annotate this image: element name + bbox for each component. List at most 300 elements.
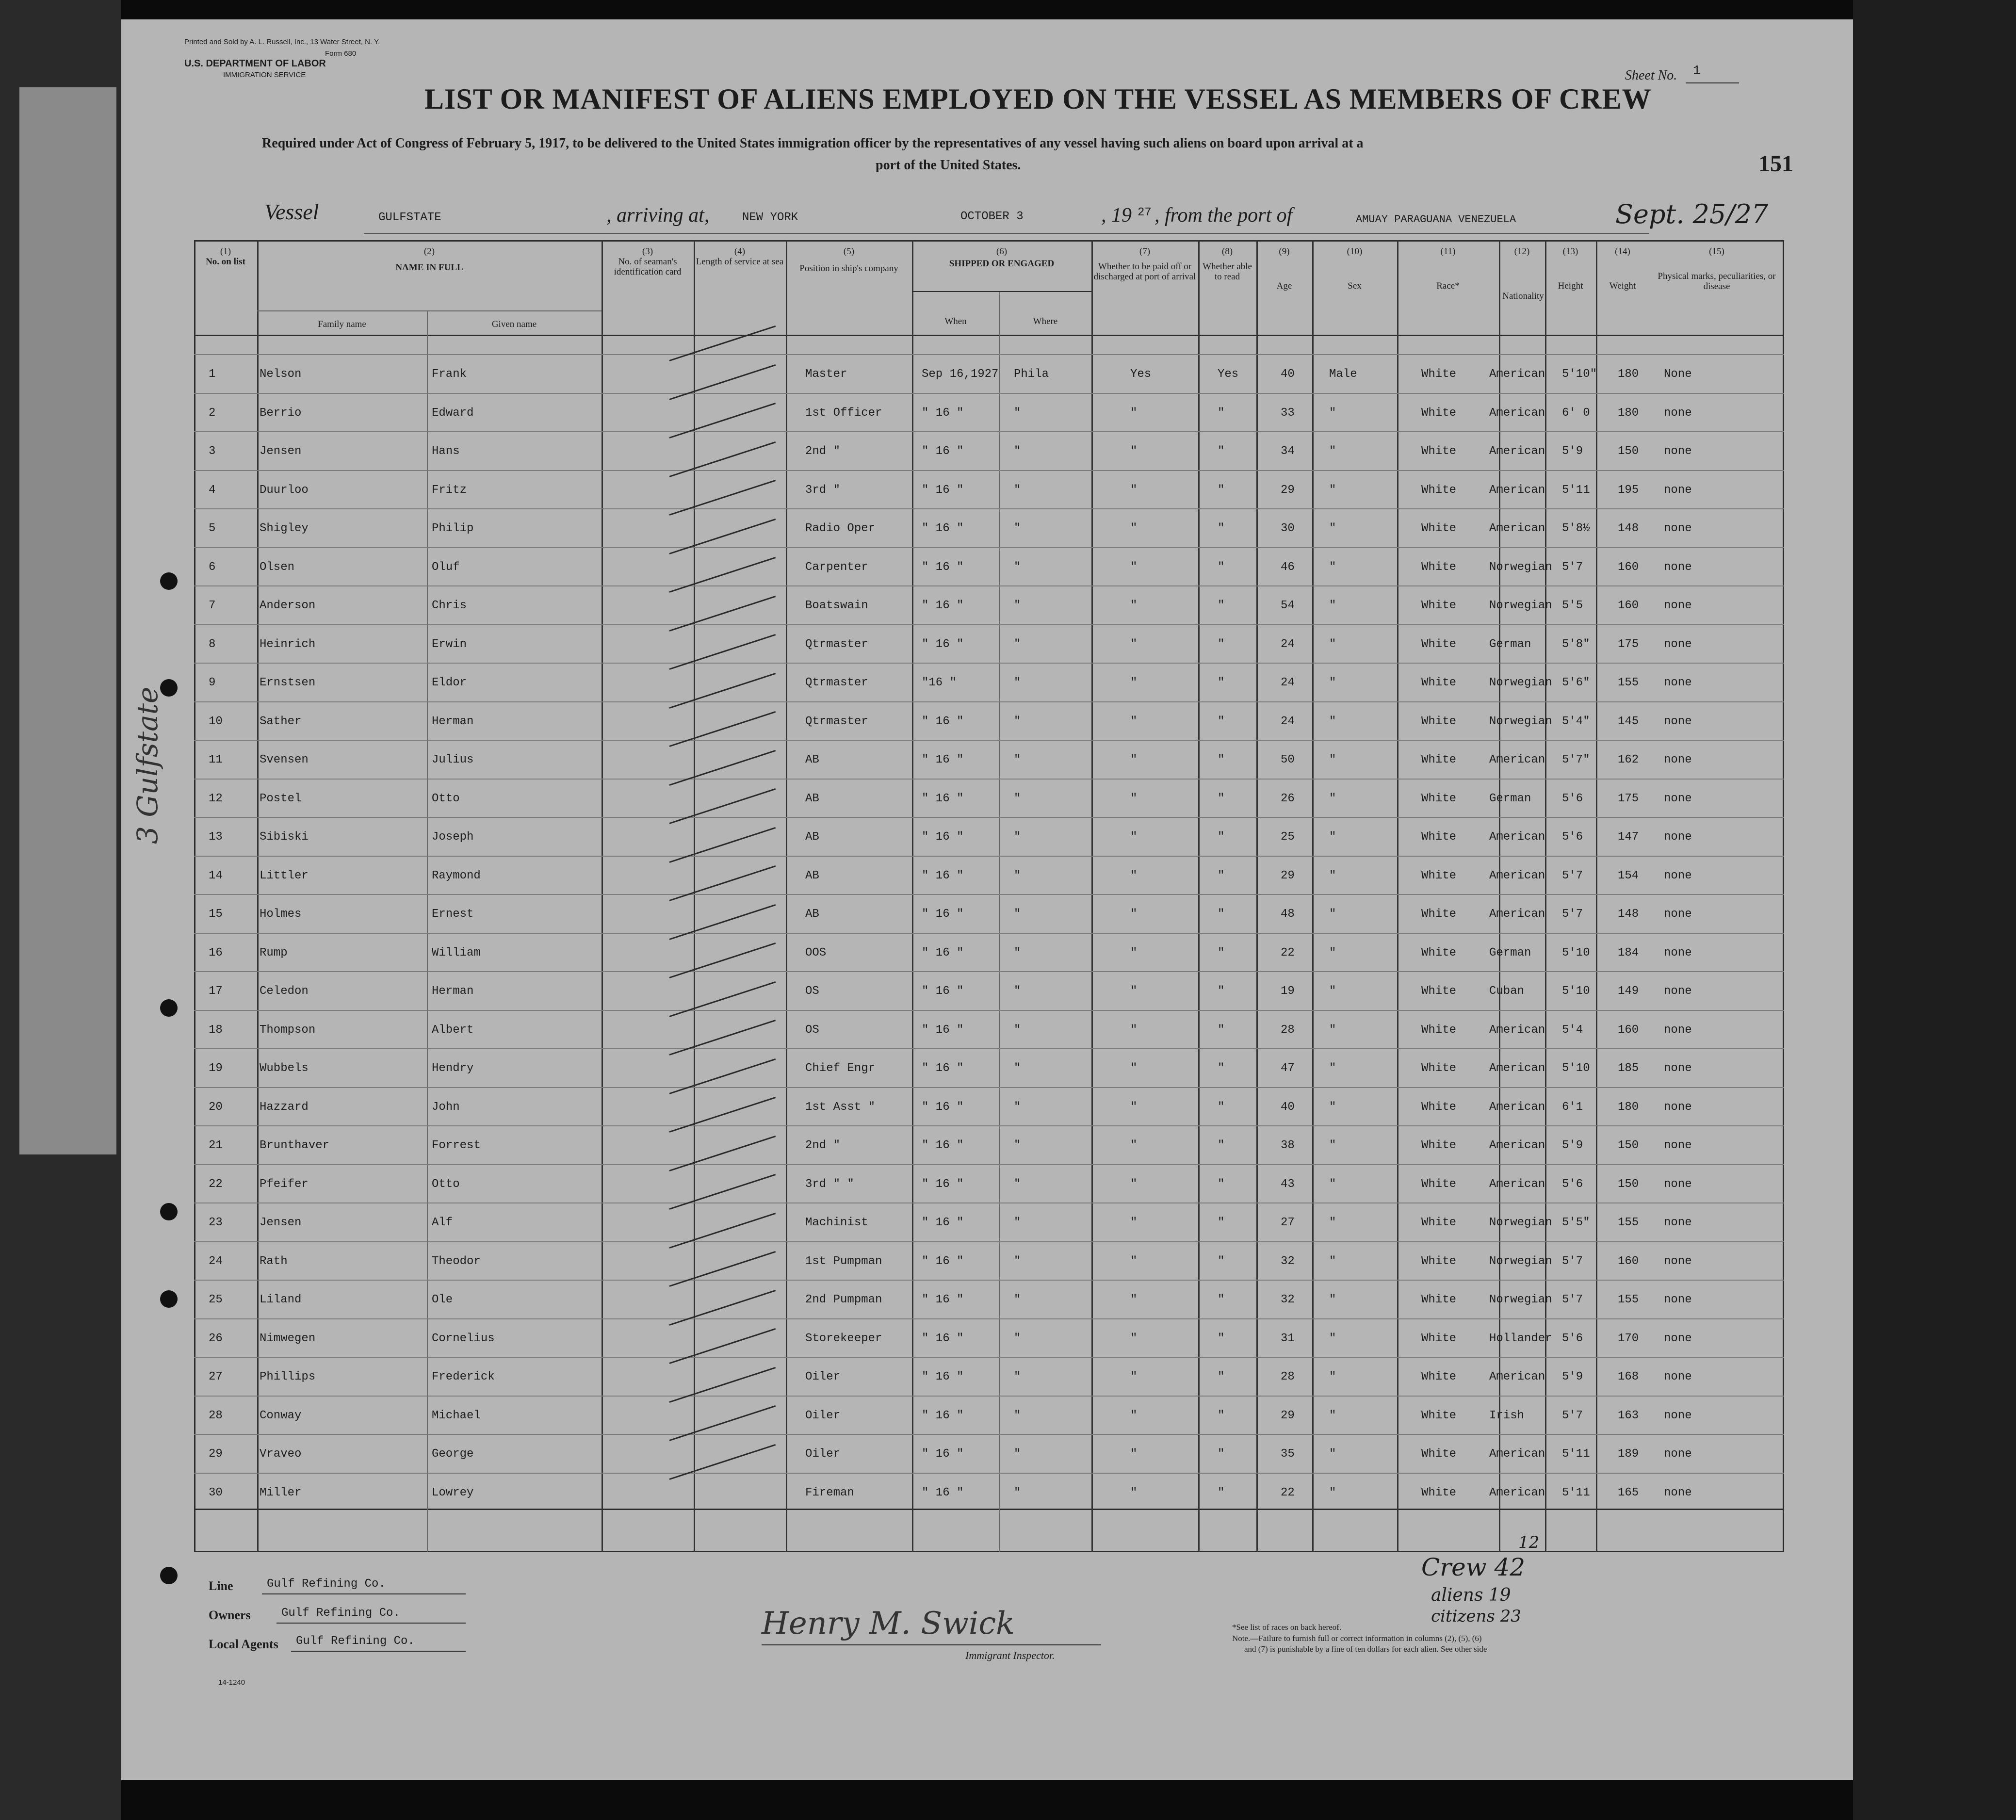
family-name: Rath xyxy=(260,1254,288,1268)
name-subrule xyxy=(257,310,602,311)
table-row xyxy=(194,547,1784,586)
position: Oiler xyxy=(805,1409,841,1422)
race: White xyxy=(1421,560,1457,574)
physical-marks: none xyxy=(1664,1216,1692,1229)
age: 38 xyxy=(1281,1139,1295,1152)
able-to-read: " xyxy=(1218,1332,1225,1345)
sex: " xyxy=(1329,869,1336,882)
family-name: Vraveo xyxy=(260,1447,302,1461)
nationality: American xyxy=(1489,1023,1545,1037)
given-name-header: Given name xyxy=(491,319,537,329)
weight: 147 xyxy=(1618,830,1639,844)
height: 5'9 xyxy=(1562,1139,1583,1152)
sex: " xyxy=(1329,1332,1336,1345)
shipped-where: " xyxy=(1014,676,1021,689)
row-number: 17 xyxy=(209,985,223,998)
underlying-page-edge xyxy=(19,87,116,1154)
weight: 180 xyxy=(1618,1100,1639,1114)
age: 46 xyxy=(1281,560,1295,574)
nationality: Norwegian xyxy=(1489,1254,1552,1268)
sex: " xyxy=(1329,522,1336,535)
position: Qtrmaster xyxy=(805,676,868,689)
paid-off: " xyxy=(1130,445,1138,458)
col10-header: (10) Sex xyxy=(1347,246,1363,291)
height: 5'7" xyxy=(1562,753,1590,766)
shipped-when: " 16 " xyxy=(922,1332,964,1345)
row-number: 26 xyxy=(209,1332,223,1345)
sex: " xyxy=(1329,792,1336,805)
weight: 150 xyxy=(1618,1177,1639,1191)
family-name-header: Family name xyxy=(318,319,366,329)
shipped-where: " xyxy=(1014,599,1021,612)
physical-marks: none xyxy=(1664,830,1692,844)
weight: 175 xyxy=(1618,792,1639,805)
departure-date-handwritten: Sept. 25/27 xyxy=(1615,199,1769,229)
sex: " xyxy=(1329,1293,1336,1306)
age: 22 xyxy=(1281,946,1295,959)
shipped-when: " 16 " xyxy=(922,406,964,420)
col7-header: (7) Whether to be paid off or discharged at port of arrival xyxy=(1093,246,1196,282)
table-row xyxy=(194,894,1784,933)
row-number: 7 xyxy=(209,599,216,612)
paid-off: " xyxy=(1130,753,1138,766)
right-binding-edge xyxy=(1853,0,2016,1820)
shipped-when: " 16 " xyxy=(922,637,964,651)
position: OOS xyxy=(805,946,827,959)
position: 3rd " xyxy=(805,483,841,497)
paid-off: " xyxy=(1130,792,1138,805)
shipped-when: " 16 " xyxy=(922,830,964,844)
paid-off: Yes xyxy=(1130,368,1152,381)
position: 2nd " xyxy=(805,1139,841,1152)
nationality: Irish xyxy=(1489,1409,1525,1422)
given-name: Raymond xyxy=(432,869,481,882)
nationality: American xyxy=(1489,1447,1545,1461)
nationality: American xyxy=(1489,368,1545,381)
shipped-where: " xyxy=(1014,985,1021,998)
paid-off: " xyxy=(1130,1139,1138,1152)
age: 24 xyxy=(1281,676,1295,689)
nationality: Hollander xyxy=(1489,1332,1552,1345)
able-to-read: " xyxy=(1218,869,1225,882)
height: 5'5" xyxy=(1562,1216,1590,1229)
paid-off: " xyxy=(1130,483,1138,497)
position: OS xyxy=(805,985,819,998)
shipped-when: " 16 " xyxy=(922,946,964,959)
height: 5'9 xyxy=(1562,1370,1583,1383)
able-to-read: " xyxy=(1218,1216,1225,1229)
table-row xyxy=(194,470,1784,509)
family-name: Anderson xyxy=(260,599,316,612)
race: White xyxy=(1421,599,1457,612)
nationality: American xyxy=(1489,1062,1545,1075)
able-to-read: " xyxy=(1218,1177,1225,1191)
tally-aliens: aliens 19 xyxy=(1431,1585,1511,1605)
height: 5'6 xyxy=(1562,830,1583,844)
race: White xyxy=(1421,1023,1457,1037)
line-rule xyxy=(262,1593,466,1594)
height: 5'5 xyxy=(1562,599,1583,612)
family-name: Jensen xyxy=(260,1216,302,1229)
race: White xyxy=(1421,445,1457,458)
able-to-read: " xyxy=(1218,1139,1225,1152)
shipped-when: " 16 " xyxy=(922,1062,964,1075)
nationality: Norwegian xyxy=(1489,1216,1552,1229)
weight: 155 xyxy=(1618,1216,1639,1229)
row-number: 3 xyxy=(209,445,216,458)
shipped-when: "16 " xyxy=(922,676,957,689)
from-port-label: , from the port of xyxy=(1154,204,1293,227)
able-to-read: " xyxy=(1218,753,1225,766)
row-number: 13 xyxy=(209,830,223,844)
nationality: American xyxy=(1489,445,1545,458)
position: 1st Asst " xyxy=(805,1100,876,1114)
subtitle-line-2: port of the United States. xyxy=(876,158,1021,173)
table-row xyxy=(194,779,1784,817)
paid-off: " xyxy=(1130,946,1138,959)
paid-off: " xyxy=(1130,560,1138,574)
family-name: Postel xyxy=(260,792,302,805)
col4-header: (4) Length of service at sea xyxy=(696,246,784,267)
binder-hole xyxy=(160,572,178,590)
shipped-when: Sep 16,1927 xyxy=(922,368,999,381)
row-number: 2 xyxy=(209,406,216,420)
physical-marks: none xyxy=(1664,637,1692,651)
physical-marks: none xyxy=(1664,676,1692,689)
voyage-rule xyxy=(364,233,1649,234)
race: White xyxy=(1421,676,1457,689)
family-name: Pfeifer xyxy=(260,1177,309,1191)
able-to-read: " xyxy=(1218,406,1225,420)
weight: 160 xyxy=(1618,1254,1639,1268)
weight: 148 xyxy=(1618,522,1639,535)
paid-off: " xyxy=(1130,1332,1138,1345)
race: White xyxy=(1421,1139,1457,1152)
shipped-when: " 16 " xyxy=(922,1486,964,1499)
race: White xyxy=(1421,1216,1457,1229)
shipped-where: " xyxy=(1014,522,1021,535)
race: White xyxy=(1421,869,1457,882)
able-to-read: " xyxy=(1218,522,1225,535)
paid-off: " xyxy=(1130,869,1138,882)
physical-marks: none xyxy=(1664,908,1692,921)
physical-marks: None xyxy=(1664,368,1692,381)
race: White xyxy=(1421,1100,1457,1114)
age: 32 xyxy=(1281,1254,1295,1268)
position: Chief Engr xyxy=(805,1062,876,1075)
weight: 168 xyxy=(1618,1370,1639,1383)
position: OS xyxy=(805,1023,819,1037)
service-name: IMMIGRATION SERVICE xyxy=(223,71,306,79)
given-name: Eldor xyxy=(432,676,467,689)
nationality: American xyxy=(1489,1486,1545,1499)
family-name: Brunthaver xyxy=(260,1139,330,1152)
family-name: Miller xyxy=(260,1486,302,1499)
arriving-label: , arriving at, xyxy=(606,204,710,227)
table-row xyxy=(194,624,1784,663)
left-binding-strip xyxy=(0,0,121,1820)
position: AB xyxy=(805,830,819,844)
given-name: Lowrey xyxy=(432,1486,474,1499)
sex: " xyxy=(1329,1023,1336,1037)
paid-off: " xyxy=(1130,522,1138,535)
weight: 148 xyxy=(1618,908,1639,921)
race: White xyxy=(1421,830,1457,844)
given-name: Erwin xyxy=(432,637,467,651)
age: 22 xyxy=(1281,1486,1295,1499)
nationality-header: Nationality xyxy=(1502,291,1544,301)
shipped-where: " xyxy=(1014,1100,1021,1114)
shipped-when: " 16 " xyxy=(922,560,964,574)
given-name: Julius xyxy=(432,753,474,766)
given-name: George xyxy=(432,1447,474,1461)
position: AB xyxy=(805,753,819,766)
family-name: Heinrich xyxy=(260,637,316,651)
row-number: 5 xyxy=(209,522,216,535)
nationality: Norwegian xyxy=(1489,676,1552,689)
table-row xyxy=(194,508,1784,547)
height: 5'7 xyxy=(1562,1254,1583,1268)
age: 34 xyxy=(1281,445,1295,458)
row-number: 11 xyxy=(209,753,223,766)
given-name: Otto xyxy=(432,792,460,805)
age: 25 xyxy=(1281,830,1295,844)
paid-off: " xyxy=(1130,1409,1138,1422)
position: Fireman xyxy=(805,1486,854,1499)
able-to-read: " xyxy=(1218,830,1225,844)
margin-vessel-handwriting: 3 Gulfstate xyxy=(131,686,164,844)
row-number: 1 xyxy=(209,368,216,381)
row-number: 29 xyxy=(209,1447,223,1461)
signature-rule xyxy=(762,1644,1101,1645)
position: 1st Pumpman xyxy=(805,1254,882,1268)
paid-off: " xyxy=(1130,1447,1138,1461)
given-name: Herman xyxy=(432,985,474,998)
col15-header: (15) Physical marks, peculiarities, or disease xyxy=(1658,246,1776,292)
physical-marks: none xyxy=(1664,1062,1692,1075)
height: 5'11 xyxy=(1562,483,1590,497)
shipped-where: " xyxy=(1014,1254,1021,1268)
row-number: 24 xyxy=(209,1254,223,1268)
position: Storekeeper xyxy=(805,1332,882,1345)
family-name: Sibiski xyxy=(260,830,309,844)
given-name: Alf xyxy=(432,1216,453,1229)
paid-off: " xyxy=(1130,830,1138,844)
given-name: Chris xyxy=(432,599,467,612)
col3-header: (3) No. of seaman's identification card xyxy=(614,246,682,277)
paid-off: " xyxy=(1130,1216,1138,1229)
shipped-when: " 16 " xyxy=(922,599,964,612)
race: White xyxy=(1421,908,1457,921)
shipped-where: " xyxy=(1014,1409,1021,1422)
age: 28 xyxy=(1281,1370,1295,1383)
table-row xyxy=(194,1396,1784,1434)
physical-marks: none xyxy=(1664,753,1692,766)
shipped-where: " xyxy=(1014,1486,1021,1499)
paid-off: " xyxy=(1130,599,1138,612)
given-name: Edward xyxy=(432,406,474,420)
tally-top: 12 xyxy=(1518,1533,1540,1552)
inspector-signature: Henry M. Swick xyxy=(762,1606,1015,1641)
paid-off: " xyxy=(1130,406,1138,420)
nationality: German xyxy=(1489,946,1531,959)
shipped-when: " 16 " xyxy=(922,985,964,998)
shipped-where: " xyxy=(1014,1332,1021,1345)
nationality: American xyxy=(1489,1370,1545,1383)
weight: 160 xyxy=(1618,560,1639,574)
physical-marks: none xyxy=(1664,599,1692,612)
nationality: Norwegian xyxy=(1489,1293,1552,1306)
height: 5'10" xyxy=(1562,368,1597,381)
race: White xyxy=(1421,406,1457,420)
family-name: Hazzard xyxy=(260,1100,309,1114)
shipped-where: " xyxy=(1014,830,1021,844)
table-row xyxy=(194,1473,1784,1511)
weight: 150 xyxy=(1618,1139,1639,1152)
inspector-label: Immigrant Inspector. xyxy=(965,1649,1055,1661)
age: 28 xyxy=(1281,1023,1295,1037)
race: White xyxy=(1421,483,1457,497)
col8-header: (8) Whether able to read xyxy=(1203,246,1252,282)
position: Qtrmaster xyxy=(805,715,868,728)
race: White xyxy=(1421,1370,1457,1383)
physical-marks: none xyxy=(1664,1486,1692,1499)
tally-citizens: citizens 23 xyxy=(1431,1607,1521,1626)
table-row xyxy=(194,431,1784,470)
nationality: American xyxy=(1489,1139,1545,1152)
family-name: Phillips xyxy=(260,1370,316,1383)
height: 5'6 xyxy=(1562,1332,1583,1345)
given-name: William xyxy=(432,946,481,959)
age: 29 xyxy=(1281,1409,1295,1422)
physical-marks: none xyxy=(1664,1447,1692,1461)
able-to-read: " xyxy=(1218,1062,1225,1075)
table-row xyxy=(194,1280,1784,1318)
sex: " xyxy=(1329,445,1336,458)
table-row xyxy=(194,1434,1784,1473)
height: 5'8½ xyxy=(1562,522,1590,535)
shipped-where: " xyxy=(1014,908,1021,921)
line-label: Line xyxy=(209,1579,233,1593)
physical-marks: none xyxy=(1664,1409,1692,1422)
year-prefix: , 19 xyxy=(1101,204,1132,227)
shipped-where: " xyxy=(1014,869,1021,882)
age: 40 xyxy=(1281,368,1295,381)
physical-marks: none xyxy=(1664,1293,1692,1306)
page-number: 151 xyxy=(1758,151,1793,177)
binder-hole xyxy=(160,1290,178,1308)
race: White xyxy=(1421,946,1457,959)
col14-header: (14) Weight xyxy=(1609,246,1636,291)
shipped-where: " xyxy=(1014,1062,1021,1075)
shipped-when: " 16 " xyxy=(922,1100,964,1114)
shipped-where: " xyxy=(1014,1216,1021,1229)
nationality: Norwegian xyxy=(1489,560,1552,574)
sex: Male xyxy=(1329,368,1357,381)
table-row xyxy=(194,663,1784,701)
age: 40 xyxy=(1281,1100,1295,1114)
paid-off: " xyxy=(1130,1370,1138,1383)
table-row xyxy=(194,1010,1784,1049)
row-number: 23 xyxy=(209,1216,223,1229)
shipped-where: " xyxy=(1014,406,1021,420)
race: White xyxy=(1421,1293,1457,1306)
shipped-when: " 16 " xyxy=(922,1139,964,1152)
family-name: Liland xyxy=(260,1293,302,1306)
paid-off: " xyxy=(1130,637,1138,651)
row-number: 22 xyxy=(209,1177,223,1191)
physical-marks: none xyxy=(1664,1254,1692,1268)
given-name: Frederick xyxy=(432,1370,495,1383)
paid-off: " xyxy=(1130,908,1138,921)
height: 5'11 xyxy=(1562,1447,1590,1461)
sex: " xyxy=(1329,1100,1336,1114)
table-row xyxy=(194,856,1784,894)
race: White xyxy=(1421,1409,1457,1422)
position: Oiler xyxy=(805,1447,841,1461)
position: AB xyxy=(805,869,819,882)
race: White xyxy=(1421,1332,1457,1345)
col6-header: (6) SHIPPED OR ENGAGED xyxy=(949,246,1055,269)
paid-off: " xyxy=(1130,1254,1138,1268)
family-name: Thompson xyxy=(260,1023,316,1037)
table-row xyxy=(194,933,1784,972)
tally-crew: Crew 42 xyxy=(1421,1553,1526,1581)
age: 27 xyxy=(1281,1216,1295,1229)
given-name: Philip xyxy=(432,522,474,535)
shipped-where: " xyxy=(1014,637,1021,651)
paid-off: " xyxy=(1130,676,1138,689)
age: 33 xyxy=(1281,406,1295,420)
able-to-read: " xyxy=(1218,715,1225,728)
nationality: American xyxy=(1489,869,1545,882)
sex: " xyxy=(1329,483,1336,497)
nationality: American xyxy=(1489,406,1545,420)
table-row xyxy=(194,1125,1784,1164)
position: Radio Oper xyxy=(805,522,876,535)
able-to-read: " xyxy=(1218,445,1225,458)
shipped-where: " xyxy=(1014,715,1021,728)
shipped-where: " xyxy=(1014,483,1021,497)
physical-marks: none xyxy=(1664,869,1692,882)
races-note: *See list of races on back hereof. xyxy=(1232,1623,1342,1632)
height: 5'8" xyxy=(1562,637,1590,651)
note-line-2: and (7) is punishable by a fine of ten dollars for each alien. See other side xyxy=(1244,1644,1487,1654)
height: 5'4" xyxy=(1562,715,1590,728)
sex: " xyxy=(1329,560,1336,574)
department-name: U.S. DEPARTMENT OF LABOR xyxy=(184,58,326,69)
able-to-read: " xyxy=(1218,599,1225,612)
able-to-read: " xyxy=(1218,1486,1225,1499)
weight: 195 xyxy=(1618,483,1639,497)
shipped-where: " xyxy=(1014,445,1021,458)
weight: 154 xyxy=(1618,869,1639,882)
nationality: Norwegian xyxy=(1489,599,1552,612)
manifest-page xyxy=(121,19,1853,1780)
sheet-label: Sheet No. xyxy=(1625,68,1677,83)
family-name: Nelson xyxy=(260,368,302,381)
nationality: German xyxy=(1489,792,1531,805)
weight: 175 xyxy=(1618,637,1639,651)
given-name: Ernest xyxy=(432,908,474,921)
paid-off: " xyxy=(1130,715,1138,728)
sex: " xyxy=(1329,406,1336,420)
where-header: Where xyxy=(1033,316,1058,326)
sex: " xyxy=(1329,1177,1336,1191)
col1-header: (1) No. on list xyxy=(206,246,245,267)
family-name: Olsen xyxy=(260,560,295,574)
shipped-where: " xyxy=(1014,1177,1021,1191)
